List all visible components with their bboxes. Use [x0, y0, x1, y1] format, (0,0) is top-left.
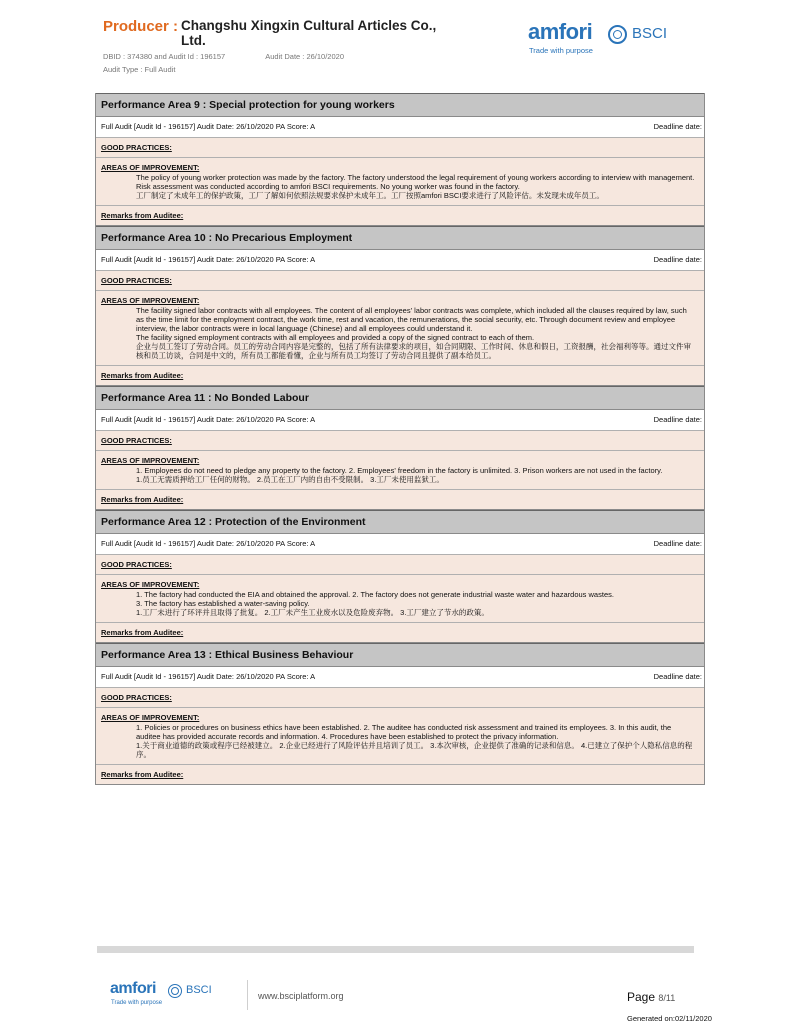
audit-ids [103, 52, 344, 61]
dbid-audit-id: DBID : 374380 and Audit Id : 196157 [103, 52, 226, 61]
paragraph: The policy of young worker protection was made by the factory. The factory understood the legal requirement of young workers according to interview with management. Risk assessment was conducted according to amfori BSCI requirements. No young worker was found in the factory. [136, 173, 695, 191]
performance-area-title: Performance Area 10 : No Precarious Employment [96, 226, 704, 250]
audit-meta-row [96, 667, 704, 688]
logo-ring-icon [168, 984, 182, 998]
areas-of-improvement-text [136, 173, 696, 200]
header-audit-date: Audit Date : 26/10/2020 [265, 52, 344, 61]
areas-of-improvement [96, 451, 704, 490]
paragraph: 1. Policies or procedures on business ethics have been established. 2. The auditee has conducted risk assessment and trained its employees. 3. In this audit, the auditee has provided accurate records and information. 4. Procedures have been established to protect the privacy information. [136, 723, 672, 741]
amfori-bsci-logo [528, 19, 678, 62]
performance-area-title: Performance Area 13 : Ethical Business Behaviour [96, 643, 704, 667]
paragraph: The facility signed labor contracts with all employees. The content of all employees' labor contracts was complete, which included all the clauses required by law, such as the time limit for the employment contract, the work time, rest and vacation, the remunerations, the social security, etc. Through document review and employee interview, the labor contracts were in local language (Chinese) and all employees could understand it. [136, 306, 687, 333]
performance-area-11 [95, 386, 705, 510]
areas-of-improvement [96, 158, 704, 206]
performance-area-12 [95, 510, 705, 643]
page-total: /11 [663, 993, 676, 1003]
page-current: 8 [658, 993, 664, 1003]
footer-url[interactable]: www.bsciplatform.org [258, 991, 344, 1001]
audit-meta-row [96, 534, 704, 555]
remarks-label: Remarks from Auditee: [96, 765, 704, 785]
paragraph: The facility signed employment contracts with all employees and provided a copy of the signed contract to each of them. [136, 333, 535, 342]
logo-wordmark: amfori [528, 19, 593, 44]
areas-of-improvement-label: AREAS OF IMPROVEMENT: [101, 456, 200, 465]
page-count [658, 993, 675, 1003]
paragraph: 1.关于商业道德的政策或程序已经被建立。 2.企业已经进行了风险评估并且培训了员工。 3.本次审核，企业提供了准确的记录和信息。 4.已建立了保护个人隐私信息的程序。 [136, 741, 693, 759]
audit-meta: Full Audit [Audit Id - 196157] Audit Date: 26/10/2020 PA Score: A [101, 255, 316, 264]
logo-tagline: Trade with purpose [529, 46, 593, 55]
footer-amfori-bsci-logo [110, 982, 220, 1012]
areas-of-improvement-label: AREAS OF IMPROVEMENT: [101, 296, 200, 305]
deadline-label: Deadline date: [653, 672, 702, 681]
audit-meta-row [96, 250, 704, 271]
paragraph: 3. The factory has established a water-saving policy. [136, 599, 310, 608]
audit-meta: Full Audit [Audit Id - 196157] Audit Date: 26/10/2020 PA Score: A [101, 415, 316, 424]
audit-meta-row [96, 117, 704, 138]
paragraph: 1. Employees do not need to pledge any property to the factory. 2. Employees' freedom in the factory is unlimited. 3. Prison workers are not used in the factory. [136, 466, 663, 475]
page-label: Page [627, 990, 656, 1004]
audit-type: Audit Type : Full Audit [103, 65, 176, 74]
good-practices-label: GOOD PRACTICES: [96, 688, 704, 708]
logo-bsci: BSCI [632, 25, 668, 42]
areas-of-improvement-text [136, 466, 696, 484]
footer-divider [247, 980, 248, 1010]
paragraph: 1.员工无需质押给工厂任何的财物。 2.员工在工厂内的自由不受限制。 3.工厂未使用监狱工。 [136, 475, 444, 484]
page-number [627, 990, 675, 1004]
audit-meta: Full Audit [Audit Id - 196157] Audit Date: 26/10/2020 PA Score: A [101, 672, 316, 681]
logo-bsci: BSCI [186, 984, 212, 996]
remarks-label: Remarks from Auditee: [96, 490, 704, 510]
paragraph: 企业与员工签订了劳动合同。员工的劳动合同内容是完整的，包括了所有法律要求的项目，如合同期限、工作时间、休息和假日，工资报酬，社会福利等等。通过文件审核和员工访谈，合同是中文的，所有员工都能看懂，企业与所有员工均签订了劳动合同且提供了副本给员工。 [136, 342, 691, 360]
areas-of-improvement-text [136, 306, 696, 360]
logo-tagline: Trade with purpose [111, 1000, 163, 1006]
paragraph: 工厂制定了未成年工的保护政策，工厂了解如何依照法规要求保护未成年工。工厂按照amfori BSCI要求进行了风险评估。未发现未成年员工。 [136, 191, 604, 200]
areas-of-improvement [96, 575, 704, 623]
performance-area-title: Performance Area 9 : Special protection for young workers [96, 93, 704, 117]
performance-area-13 [95, 643, 705, 785]
footer-bar [97, 946, 694, 953]
performance-area-10 [95, 226, 705, 386]
good-practices-label: GOOD PRACTICES: [96, 138, 704, 158]
performance-areas [95, 93, 705, 785]
areas-of-improvement [96, 708, 704, 765]
audit-meta: Full Audit [Audit Id - 196157] Audit Date: 26/10/2020 PA Score: A [101, 539, 316, 548]
paragraph: 1.工厂未进行了环评并且取得了批复。 2.工厂未产生工业废水以及危险废弃物。 3.工厂建立了节水的政策。 [136, 608, 489, 617]
areas-of-improvement-label: AREAS OF IMPROVEMENT: [101, 713, 200, 722]
areas-of-improvement [96, 291, 704, 366]
logo-ring-icon [608, 25, 627, 44]
deadline-label: Deadline date: [653, 539, 702, 548]
deadline-label: Deadline date: [653, 415, 702, 424]
deadline-label: Deadline date: [653, 122, 702, 131]
good-practices-label: GOOD PRACTICES: [96, 431, 704, 451]
audit-meta: Full Audit [Audit Id - 196157] Audit Date: 26/10/2020 PA Score: A [101, 122, 316, 131]
performance-area-9 [95, 93, 705, 226]
areas-of-improvement-text [136, 590, 696, 617]
remarks-label: Remarks from Auditee: [96, 366, 704, 386]
audit-meta-row [96, 410, 704, 431]
logo-wordmark: amfori [110, 980, 156, 997]
generated-date: Generated on:02/11/2020 [627, 1014, 712, 1023]
areas-of-improvement-label: AREAS OF IMPROVEMENT: [101, 163, 200, 172]
remarks-label: Remarks from Auditee: [96, 623, 704, 643]
producer-label: Producer : [103, 18, 179, 35]
areas-of-improvement-label: AREAS OF IMPROVEMENT: [101, 580, 200, 589]
good-practices-label: GOOD PRACTICES: [96, 271, 704, 291]
areas-of-improvement-text [136, 723, 696, 759]
producer-name: Changshu Xingxin Cultural Articles Co., Ltd. [181, 18, 437, 48]
remarks-label: Remarks from Auditee: [96, 206, 704, 226]
paragraph: 1. The factory had conducted the EIA and obtained the approval. 2. The factory does not generate industrial waste water and hazardous wastes. [136, 590, 614, 599]
deadline-label: Deadline date: [653, 255, 702, 264]
performance-area-title: Performance Area 12 : Protection of the Environment [96, 510, 704, 534]
good-practices-label: GOOD PRACTICES: [96, 555, 704, 575]
performance-area-title: Performance Area 11 : No Bonded Labour [96, 386, 704, 410]
